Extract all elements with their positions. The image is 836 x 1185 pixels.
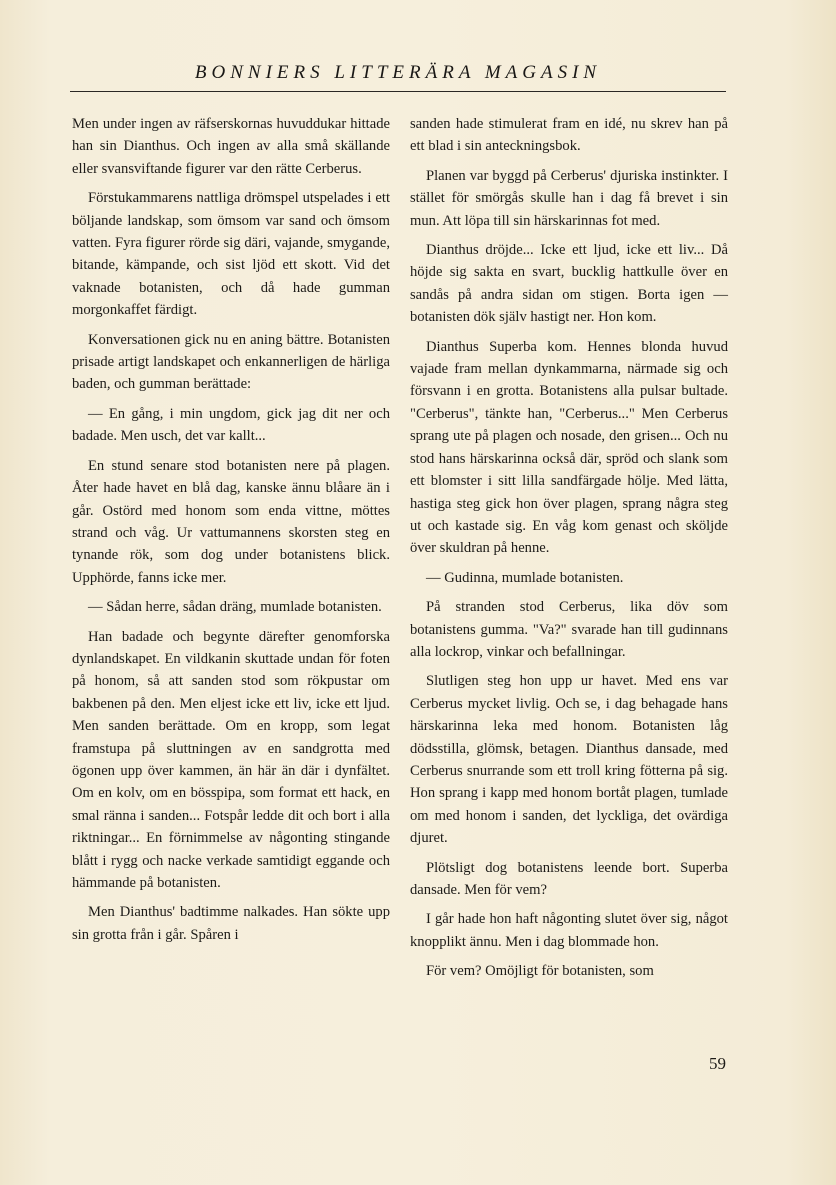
paragraph: Dianthus Superba kom. Hennes blonda huvud vajade fram mellan dynkammarna, närmade sig och försvann i en grotta. Botanistens alla pulsar bultade. "Cerberus", tänkte han, "Cerberus..." Men Cerberus sprang ute på plagen och nosade, den grisen... Och nu stod hans härskarinna också där, spröd och slank som ett blomster i sitt lilla sandfärgade hölje. Med lätta, hastiga steg gick hon över plagen, sprang några steg ut och kastade sig. En våg kom genast och sköljde över skuldran på henne. [410,338,728,557]
paragraph: — En gång, i min ungdom, gick jag dit ner och badade. Men usch, det var kallt... [72,405,390,445]
left-column [72,113,390,953]
paragraph: Planen var byggd på Cerberus' djuriska instinkter. I stället för smörgås skulle han i dag få brevet i sin mun. Att löpa till sin härskarinnas fot med. [410,167,728,229]
paragraph: Plötsligt dog botanistens leende bort. Superba dansade. Men för vem? [410,859,728,898]
paragraph: — Gudinna, mumlade botanisten. [426,569,624,586]
paragraph: Men under ingen av räfserskornas huvuddukar hittade han sin Dianthus. Och ingen av alla små skällande eller svansviftande figurer var den rätte Cerberus. [72,116,390,177]
page-number: 59 [709,1054,726,1073]
header-rule [70,91,726,92]
paragraph: Dianthus dröjde... Icke ett ljud, icke ett liv... Då höjde sig sakta en svart, bucklig hattkulle över en sandås på andra sidan om stigen. Borta igen — botanisten dök själv hastigt ner. Hon kom. [410,242,728,326]
paragraph: En stund senare stod botanisten nere på plagen. Åter hade havet en blå dag, kanske ännu blåare än i går. Ostörd med honom som enda vittne, möttes strand och våg. Ur vattumannens skorsten steg en tynande rök, som dog under botanistens blick. Upphörde, fanns icke mer. [72,457,390,586]
paragraph: På stranden stod Cerberus, lika döv som botanistens gumma. "Va?" svarade han till gudinnans alla lockrop, vinkar och befallningar. [410,599,728,660]
paragraph: — Sådan herre, sådan dräng, mumlade botanisten. [88,599,382,616]
paragraph: Förstukammarens nattliga drömspel utspelades i ett böljande landskap, som ömsom var sand och ömsom vatten. Fyra figurer rörde sig däri, vajande, smygande, bitande, kämpande, och sist ljöd ett skott. Vid det vaknade botanisten, och då hade gumman morgonkaffet färdigt. [72,190,390,319]
paragraph: Slutligen steg hon upp ur havet. Med ens var Cerberus mycket livlig. Och se, i dag behagade hans härskarinna leka med honom. Botanisten låg dödsstilla, glömsk, betagen. Dianthus dansade, med Cerberus snurrande som ett troll kring fötterna på sig. Hon sprang i kapp med honom bortåt plagen, tumlade om med honom i sanden, det lyckliga, det ovärdiga djuret. [410,673,728,847]
paragraph: Konversationen gick nu en aning bättre. Botanisten prisade artigt landskapet och enkannerligen de härliga baden, och gumman berättade: [72,331,390,393]
paragraph: sanden hade stimulerat fram en idé, nu skrev han på ett blad i sin anteckningsbok. [410,116,728,155]
right-column [410,113,728,990]
paragraph: I går hade hon haft någonting slutet över sig, något knopplikt ännu. Men i dag blommade hon. [410,911,728,950]
running-header: BONNIERS LITTERÄRA MAGASIN [194,62,602,83]
paragraph: Men Dianthus' badtimme nalkades. Han sökte upp sin grotta från i går. Spåren i [72,904,390,943]
paragraph: För vem? Omöjligt för botanisten, som [426,963,654,980]
paragraph: Han badade och begynte därefter genomforska dynlandskapet. En vildkanin skuttade undan för foten på honom, så att sanden stod som rökpustar om bakbenen på den. Men eljest icke ett liv, icke ett ljud. Men sanden berättade. Om en kropp, som legat framstupa på sluttningen av en sandgrotta med ögonen upp över kammen, än här än där i dynfältet. Om en kolv, om en bösspipa, som format ett hack, en smal ränna i sanden... Fotspår ledde dit och bort i alla riktningar... En förnimmelse av någonting stingande blått i rygg och nacke verkade samtidigt eggande och hämmande på botanisten. [72,628,390,891]
